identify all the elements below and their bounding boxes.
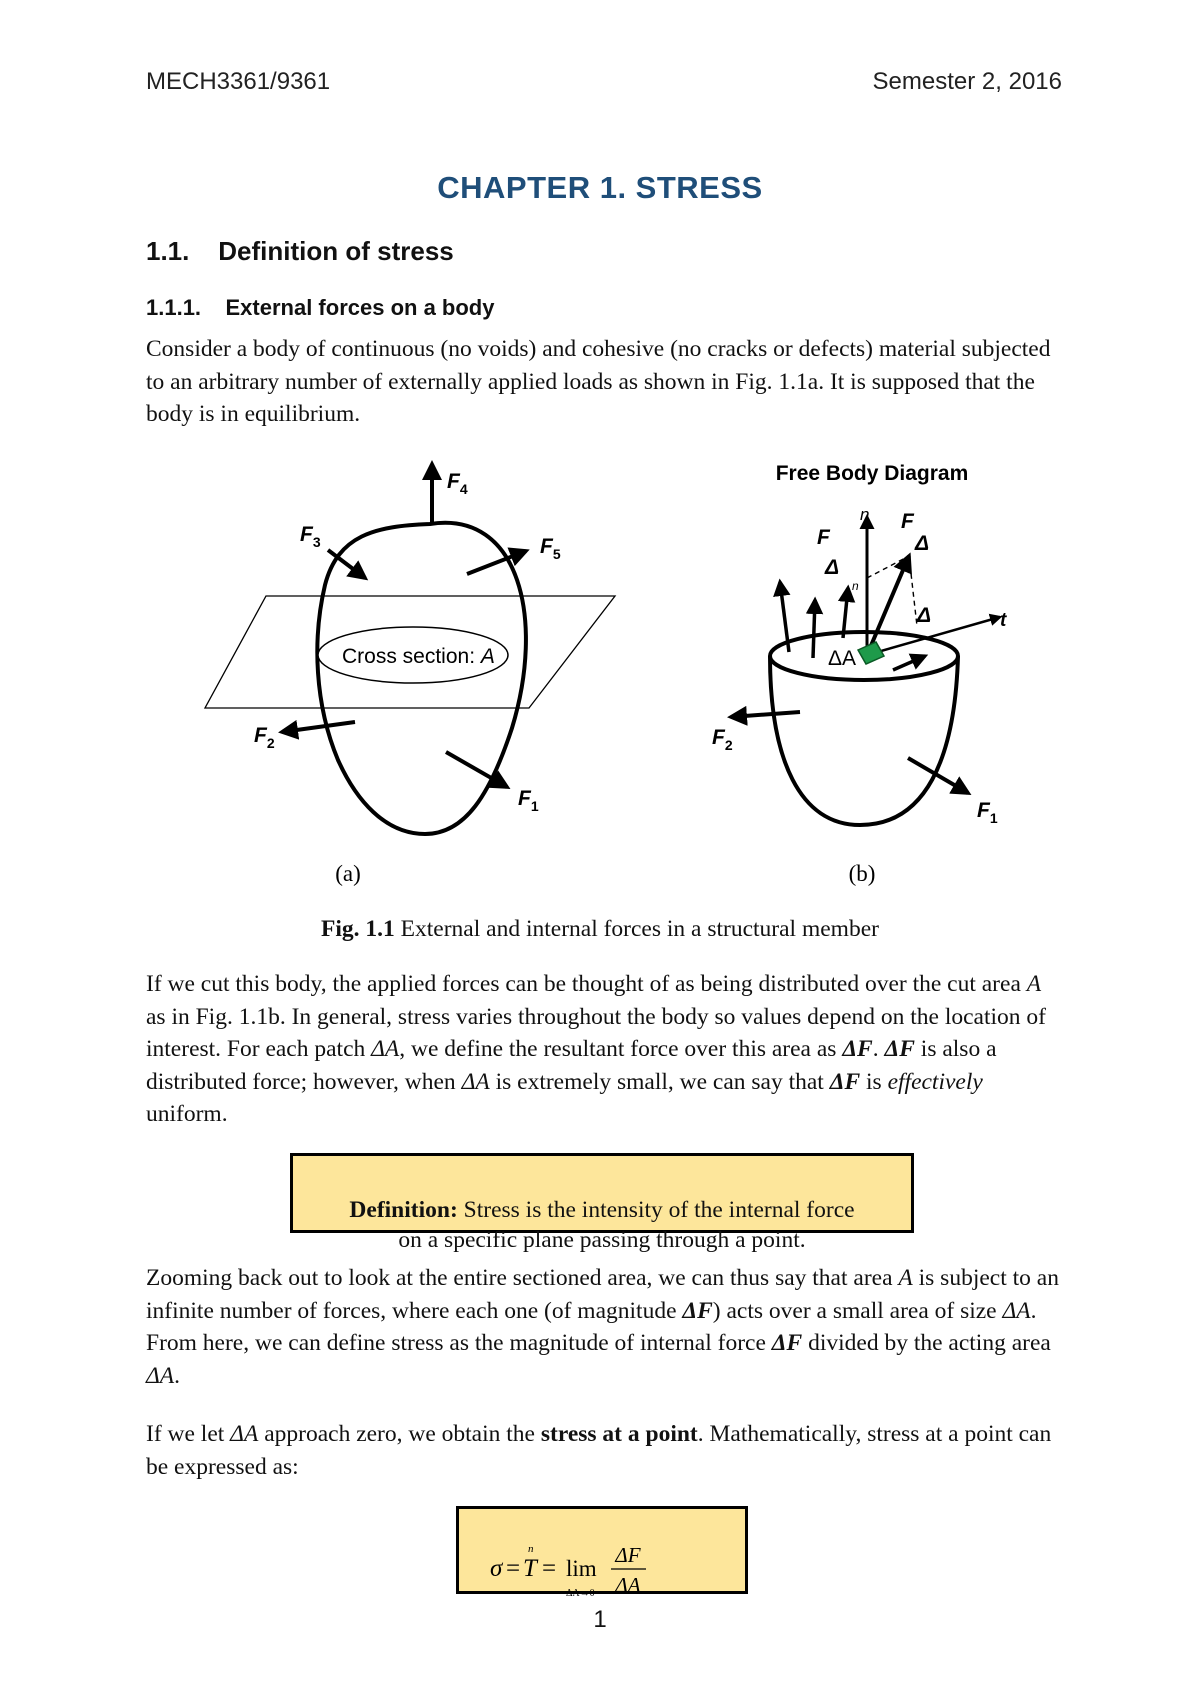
label-f2: $F_2$ — [254, 724, 275, 751]
subsection-number: 1.1.1. — [146, 295, 202, 320]
formula-lim-sub: ΔA→0 — [566, 1588, 595, 1599]
internal-force-arrow — [813, 600, 815, 658]
label-f1-b: $F_1$ — [977, 799, 998, 826]
paragraph-stress-at-point-text: If we let ΔA approach zero, we obtain the stress at a point. Mathematically, stress at a point can be expressed as: — [146, 1421, 1052, 1480]
definition-line-1: Definition: Stress is the intensity of the internal force — [349, 1197, 855, 1223]
label-delta-resultant: Δ — [915, 532, 930, 555]
paragraph-sectioned-area — [146, 1262, 1066, 1392]
label-f3: $F_3$ — [300, 523, 321, 550]
section-heading — [146, 236, 454, 267]
label-f-resultant: F — [901, 510, 914, 533]
page-number: 1 — [593, 1606, 607, 1633]
formula-traction: T — [523, 1555, 537, 1582]
header-course-code: MECH3361/9361 — [146, 68, 331, 95]
label-delta-shear: Δ — [917, 604, 932, 627]
label-n: n — [860, 505, 870, 524]
paragraph-sectioned-area-text: Zooming back out to look at the entire sectioned area, we can thus say that area A is subject to an infinite number of forces, where each one (of magnitude ΔF) acts over a small area of size ΔA. From here, we can define stress as the magnitude of internal force ΔF divided by the acting area ΔA. — [146, 1265, 1059, 1389]
formula-sigma: σ — [490, 1555, 503, 1582]
formula-denominator: ΔA — [615, 1573, 641, 1597]
formula-n: n — [528, 1543, 534, 1555]
panel-a-diagram — [205, 464, 615, 886]
panel-a-label: (a) — [335, 861, 361, 886]
formula-equals-1: = — [506, 1555, 521, 1582]
label-t: t — [1000, 610, 1007, 631]
label-f5: $F_5$ — [540, 535, 561, 562]
fbd-title: Free Body Diagram — [775, 462, 969, 485]
label-f-normal: F — [817, 526, 830, 549]
force-arrow-f5 — [467, 551, 526, 574]
formula-lim: lim — [566, 1556, 597, 1581]
label-delta-a: ΔA — [828, 647, 857, 670]
paragraph-cut-body — [146, 968, 1066, 1131]
paragraph-stress-at-point — [146, 1418, 1066, 1483]
label-f2-b: $F_2$ — [712, 726, 733, 753]
component-dash-side — [909, 556, 917, 626]
force-arrow-f2 — [282, 722, 355, 732]
subsection-heading — [146, 295, 494, 321]
stress-formula — [456, 1506, 748, 1616]
label-f4: $F_4$ — [447, 470, 468, 497]
section-title: Definition of stress — [218, 236, 454, 266]
label-n-small: n — [852, 579, 859, 593]
label-delta-normal: Δ — [825, 556, 840, 579]
caption-text: External and internal forces in a structural member — [394, 916, 879, 942]
paragraph-cut-body-text: If we cut this body, the applied forces can be thought of as being distributed over the cut area A as in Fig. 1.1b. In general, stress varies throughout the body so values depend on the location of interest. For each patch ΔA, we define the resultant force over this area as ΔF. ΔF is also a distributed force; however, when ΔA is extremely small, we can say that ΔF is effectively uniform. — [146, 971, 1046, 1127]
section-number: 1.1. — [146, 236, 190, 266]
panel-b-diagram — [712, 462, 1007, 886]
definition-line-2: on a specific plane passing through a point. — [398, 1227, 806, 1253]
panel-b-label: (b) — [848, 861, 876, 886]
formula-numerator: ΔF — [615, 1543, 641, 1567]
definition-label: Definition: — [349, 1197, 458, 1223]
header-semester: Semester 2, 2016 — [872, 68, 1062, 95]
chapter-title: CHAPTER 1. STRESS — [437, 170, 763, 205]
caption-label: Fig. 1.1 — [321, 916, 395, 942]
intro-paragraph — [146, 333, 1066, 431]
figure-1-1 — [0, 440, 1200, 900]
subsection-title: External forces on a body — [225, 295, 495, 320]
figure-caption — [0, 916, 1200, 943]
intro-text: Consider a body of continuous (no voids) and cohesive (no cracks or defects) material subjected to an arbitrary number of externally applied loads as shown in Fig. 1.1a. It is supposed that the body is in equilibrium. — [146, 336, 1051, 427]
force-arrow-f2-b — [731, 712, 800, 717]
formula-equals-2: = — [542, 1555, 557, 1582]
cross-section-label: Cross section: A — [342, 645, 495, 668]
label-f1: $F_1$ — [518, 787, 539, 814]
